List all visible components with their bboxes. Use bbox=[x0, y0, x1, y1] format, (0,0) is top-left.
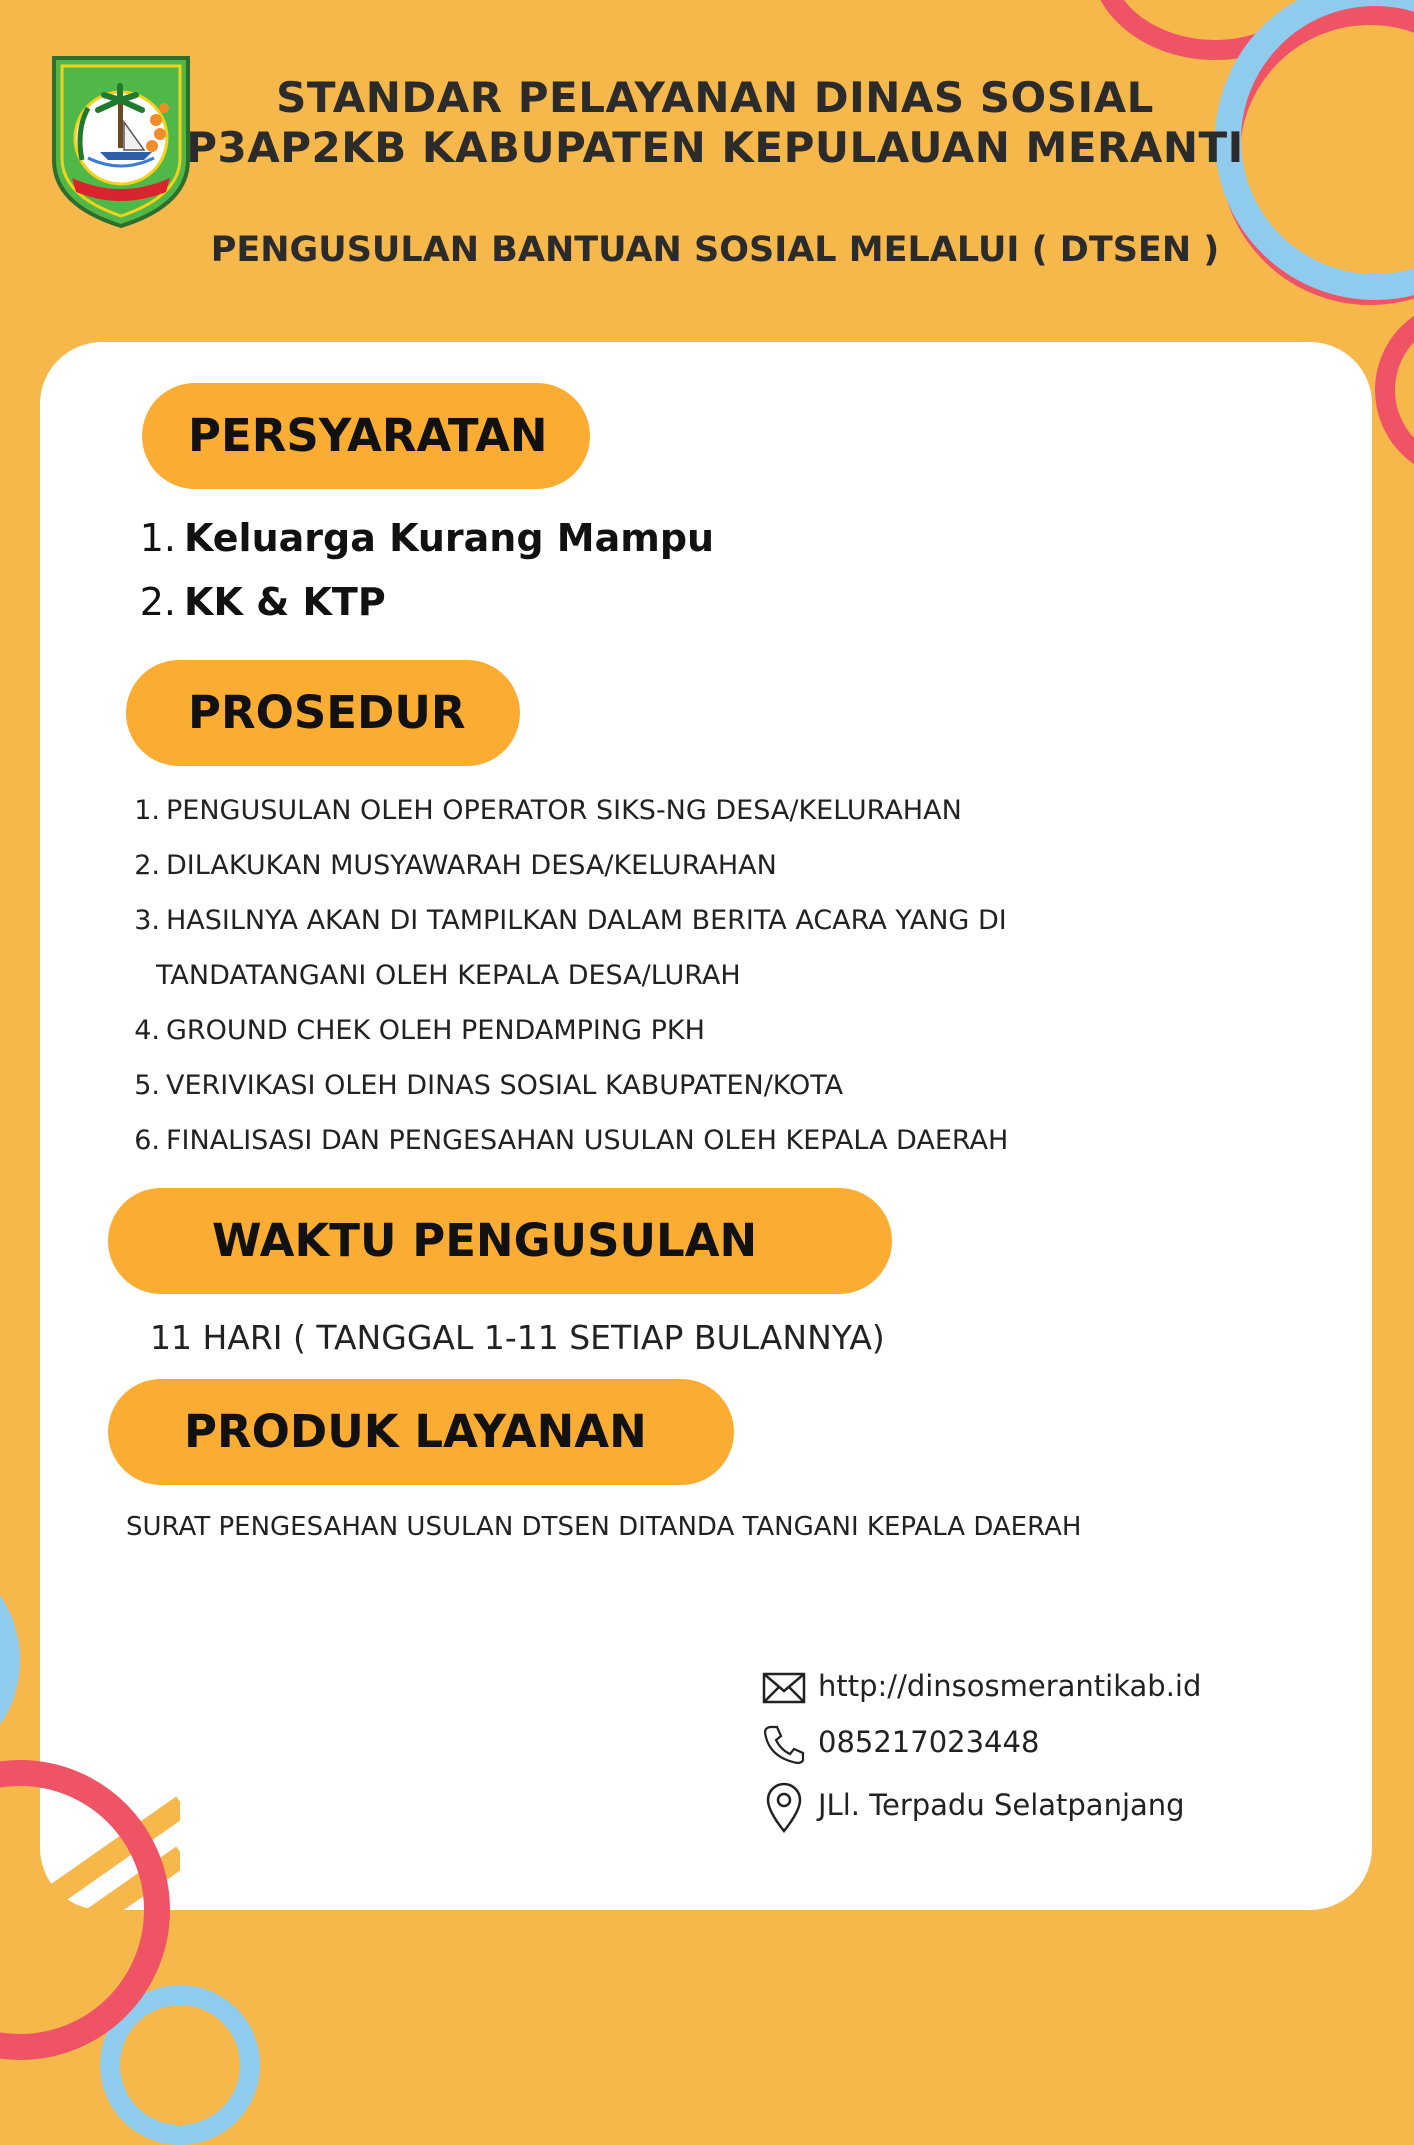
procedure-step-3-continuation: TANDATANGANI OLEH KEPALA DESA/LURAH bbox=[156, 960, 741, 991]
contact-address bbox=[762, 1780, 1185, 1830]
requirement-number: 2. bbox=[139, 580, 176, 624]
page-title-line-2: P3AP2KB KABUPATEN KEPULAUAN MERANTI bbox=[186, 123, 1244, 172]
step-number: 5. bbox=[134, 1070, 160, 1101]
step-text: PENGUSULAN OLEH OPERATOR SIKS-NG DESA/KELURAHAN bbox=[166, 795, 962, 826]
procedure-step-1 bbox=[124, 791, 962, 831]
procedure-step-4 bbox=[124, 1011, 705, 1051]
contact-phone bbox=[762, 1717, 1039, 1767]
location-pin-icon bbox=[762, 1781, 806, 1833]
requirement-text: KK & KTP bbox=[184, 580, 386, 624]
section-title-persyaratan: PERSYARATAN bbox=[188, 409, 548, 462]
step-text: DILAKUKAN MUSYAWARAH DESA/KELURAHAN bbox=[166, 850, 777, 881]
procedure-step-5 bbox=[124, 1066, 843, 1106]
requirement-text: Keluarga Kurang Mampu bbox=[184, 516, 715, 560]
procedure-step-3 bbox=[124, 901, 1007, 941]
section-title-produk: PRODUK LAYANAN bbox=[184, 1405, 647, 1458]
produk-text: SURAT PENGESAHAN USULAN DTSEN DITANDA TANGANI KEPALA DAERAH bbox=[126, 1512, 1082, 1542]
section-header-persyaratan bbox=[142, 383, 590, 489]
step-number: 3. bbox=[134, 905, 160, 936]
step-text: HASILNYA AKAN DI TAMPILKAN DALAM BERITA ACARA YANG DI bbox=[166, 905, 1007, 936]
procedure-step-2 bbox=[124, 846, 777, 886]
decor-ring-red-right-lower bbox=[1375, 300, 1414, 480]
step-text: GROUND CHEK OLEH PENDAMPING PKH bbox=[166, 1015, 705, 1046]
contact-website[interactable] bbox=[762, 1661, 1201, 1711]
step-number: 4. bbox=[134, 1015, 160, 1046]
step-number: 6. bbox=[134, 1125, 160, 1156]
requirement-item-2 bbox=[130, 580, 386, 624]
section-header-produk bbox=[108, 1379, 734, 1485]
phone-icon bbox=[762, 1724, 806, 1764]
phone-number: 085217023448 bbox=[818, 1725, 1040, 1759]
step-text: VERIVIKASI OLEH DINAS SOSIAL KABUPATEN/KOTA bbox=[166, 1070, 844, 1101]
requirement-item-1 bbox=[130, 516, 714, 560]
envelope-icon bbox=[762, 1671, 806, 1705]
section-title-waktu: WAKTU PENGUSULAN bbox=[212, 1214, 758, 1267]
page-title-line-1: STANDAR PELAYANAN DINAS SOSIAL bbox=[276, 73, 1154, 122]
section-header-waktu bbox=[108, 1188, 892, 1294]
address-text: JLl. Terpadu Selatpanjang bbox=[818, 1788, 1185, 1822]
decor-ring-blue-left bbox=[0, 1560, 20, 1760]
step-number: 1. bbox=[134, 795, 160, 826]
section-header-prosedur bbox=[126, 660, 520, 766]
section-title-prosedur: PROSEDUR bbox=[188, 686, 466, 739]
requirement-number: 1. bbox=[139, 516, 176, 560]
procedure-step-6 bbox=[124, 1121, 1008, 1161]
website-link[interactable]: http://dinsosmerantikab.id bbox=[818, 1669, 1202, 1703]
page-subtitle: PENGUSULAN BANTUAN SOSIAL MELALUI ( DTSEN ) bbox=[210, 230, 1220, 270]
waktu-text: 11 HARI ( TANGGAL 1-11 SETIAP BULANNYA) bbox=[150, 1318, 885, 1357]
step-number: 2. bbox=[134, 850, 160, 881]
step-text: FINALISASI DAN PENGESAHAN USULAN OLEH KEPALA DAERAH bbox=[166, 1125, 1009, 1156]
